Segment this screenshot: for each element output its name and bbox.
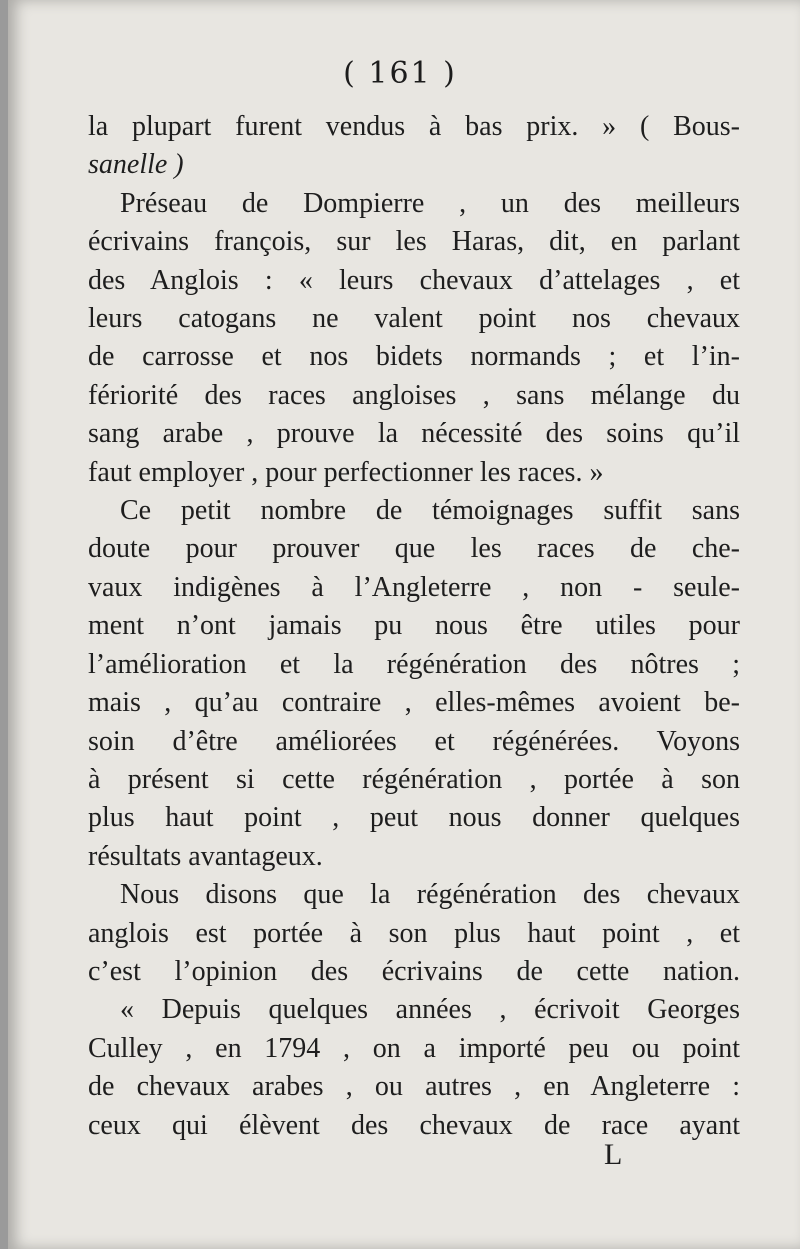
text-line: faut employer , pour perfectionner les races. » (88, 456, 604, 488)
text-line: mais , qu’au contraire , elles-mêmes avoient be- (88, 687, 740, 719)
text-line: résultats avantageux. (88, 840, 323, 872)
text-line: doute pour prouver que les races de che- (88, 533, 740, 565)
signature-mark: L (604, 1138, 623, 1171)
text-line: des Anglois : « leurs chevaux d’attelages , et (88, 264, 740, 296)
text-line: écrivains françois, sur les Haras, dit, en parlant (88, 226, 740, 258)
text-line: leurs catogans ne valent point nos chevaux (88, 303, 740, 335)
body-text (88, 108, 740, 1145)
text-line: soin d’être améliorées et régénérées. Voyons (88, 725, 740, 757)
text-line: sang arabe , prouve la nécessité des soins qu’il (88, 418, 740, 450)
text-line: Nous disons que la régénération des chevaux (120, 879, 740, 911)
text-line: de carrosse et nos bidets normands ; et l’in- (88, 341, 740, 373)
text-line: à présent si cette régénération , portée à son (88, 763, 740, 795)
text-line: plus haut point , peut nous donner quelques (88, 802, 740, 834)
text-line: ment n’ont jamais pu nous être utiles pour (88, 610, 740, 642)
text-line: anglois est portée à son plus haut point , et (88, 917, 740, 949)
text-line: vaux indigènes à l’Angleterre , non - seule- (88, 571, 740, 603)
text-line: fériorité des races angloises , sans mélange du (88, 379, 740, 411)
text-line: Ce petit nombre de témoignages suffit sans (120, 495, 740, 527)
text-line: Culley , en 1794 , on a importé peu ou point (88, 1032, 740, 1064)
page-number-header: ( 161 ) (343, 56, 457, 91)
text-line: de chevaux arabes , ou autres , en Angleterre : (88, 1071, 740, 1103)
text-line: ceux qui élèvent des chevaux de race ayant (88, 1109, 740, 1141)
text-line: l’amélioration et la régénération des nôtres ; (88, 648, 740, 680)
text-line: la plupart furent vendus à bas prix. » ( Bous- (88, 111, 740, 142)
text-line: « Depuis quelques années , écrivoit Georges (120, 994, 740, 1026)
text-line: Préseau de Dompierre , un des meilleurs (120, 187, 740, 219)
text-line: c’est l’opinion des écrivains de cette nation. (88, 955, 740, 987)
text-line: sanelle ) (88, 149, 184, 181)
